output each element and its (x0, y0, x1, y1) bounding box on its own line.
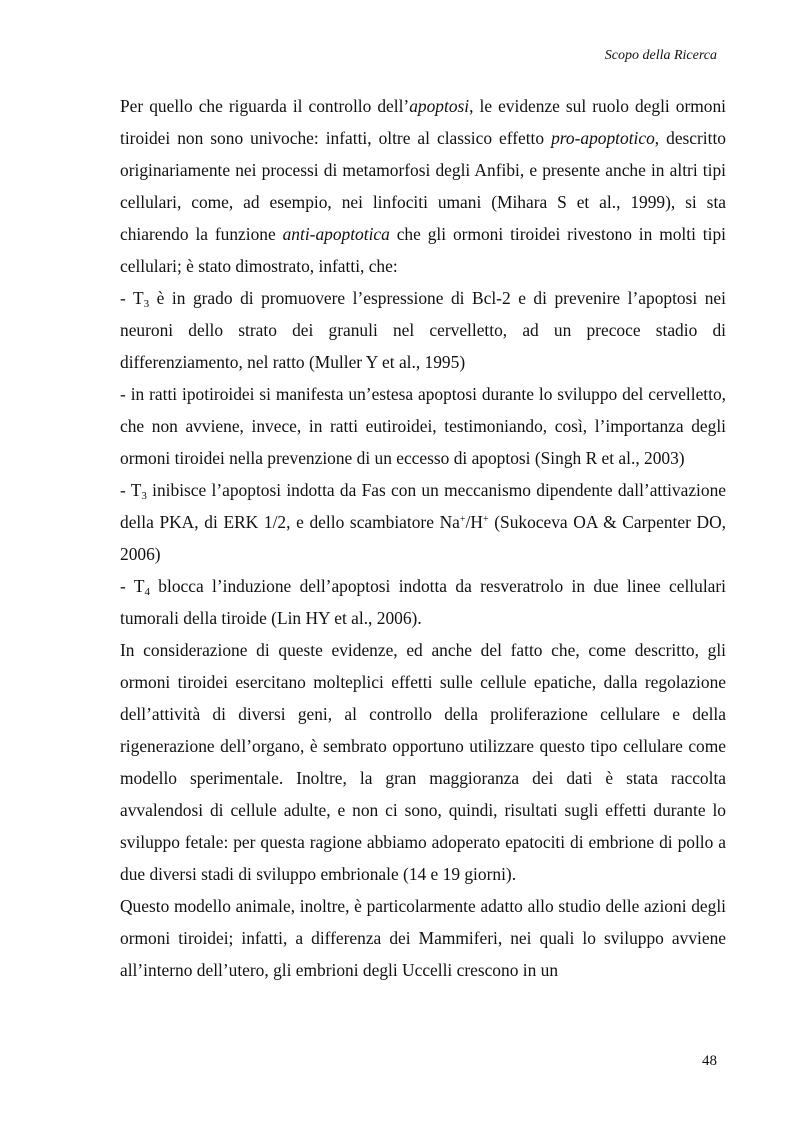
paragraph-apoptosis-intro: Per quello che riguarda il controllo dell’apoptosi, le evidenze sul ruolo degli ormoni tiroidei non sono univoche: infatti, oltre al classico effetto pro-apoptotico, descritto originariamente nei processi di metamorfosi degli Anfibi, e presente anche in altri tipi cellulari, come, ad esempio, nei linfociti umani (Mihara S et al., 1999), si sta chiarendo la funzione anti-apoptotica che gli ormoni tiroidei rivestono in molti tipi cellulari; è stato dimostrato, infatti, che: (120, 96, 727, 276)
list-item-t4-resveratrol: - $T_4$ blocca l’induzione dell’apoptosi indotta da resveratrolo in due linee cellulari tumorali della tiroide (Lin HY et al., 2006). (120, 576, 726, 628)
body-text (120, 90, 726, 986)
term-apoptosi: apoptosi (409, 96, 470, 116)
term-anti-apoptotica: anti-apoptotica (282, 224, 390, 244)
page-number: 48 (702, 1053, 717, 1069)
paragraph-animal-model: Questo modello animale, inoltre, è particolarmente adatto allo studio delle azioni degli ormoni tiroidei; infatti, a differenza dei Mammiferi, nei quali lo sviluppo avviene all’interno dell’utero, gli embrioni degli Uccelli crescono in un (120, 896, 726, 980)
list-item-t3-bcl2: - $T_3$ è in grado di promuovere l’espressione di Bcl-2 e di prevenire l’apoptosi nei neuroni dello strato dei granuli nel cervelletto, ad un precoce stadio di differenziamento, nel ratto (Muller Y et al., 1995) (120, 288, 726, 372)
list-item-t3-fas: - $T_3$ inibisce l’apoptosi indotta da Fas con un meccanismo dipendente dall’attivazione della PKA, di ERK 1/2, e dello scambiatore Na+/H+ (Sukoceva OA & Carpenter DO, 2006) (120, 480, 726, 564)
term-pro-apoptotico: pro-apoptotico (551, 128, 655, 148)
paragraph-considerations: In considerazione di queste evidenze, ed anche del fatto che, come descritto, gli ormoni tiroidei esercitano molteplici effetti sulle cellule epatiche, dalla regolazione dell’attività di diversi geni, al controllo della proliferazione cellulare e della rigenerazione dell’organo, è sembrato opportuno utilizzare questo tipo cellulare come modello sperimentale. Inoltre, la gran maggioranza dei dati è stata raccolta avvalendosi di cellule adulte, e non ci sono, quindi, risultati sugli effetti durante lo sviluppo fetale: per questa ragione abbiamo adoperato epatociti di embrione di pollo a due diversi stadi di sviluppo embrionale (14 e 19 giorni). (120, 640, 726, 884)
running-header: Scopo della Ricerca (604, 48, 717, 63)
list-item-hypothyroid-rats: - in ratti ipotiroidei si manifesta un’estesa apoptosi durante lo sviluppo del cervelletto, che non avviene, invece, in ratti eutiroidei, testimoniando, così, l’importanza degli ormoni tiroidei nella prevenzione di un eccesso di apoptosi (Singh R et al., 2003) (120, 384, 726, 468)
